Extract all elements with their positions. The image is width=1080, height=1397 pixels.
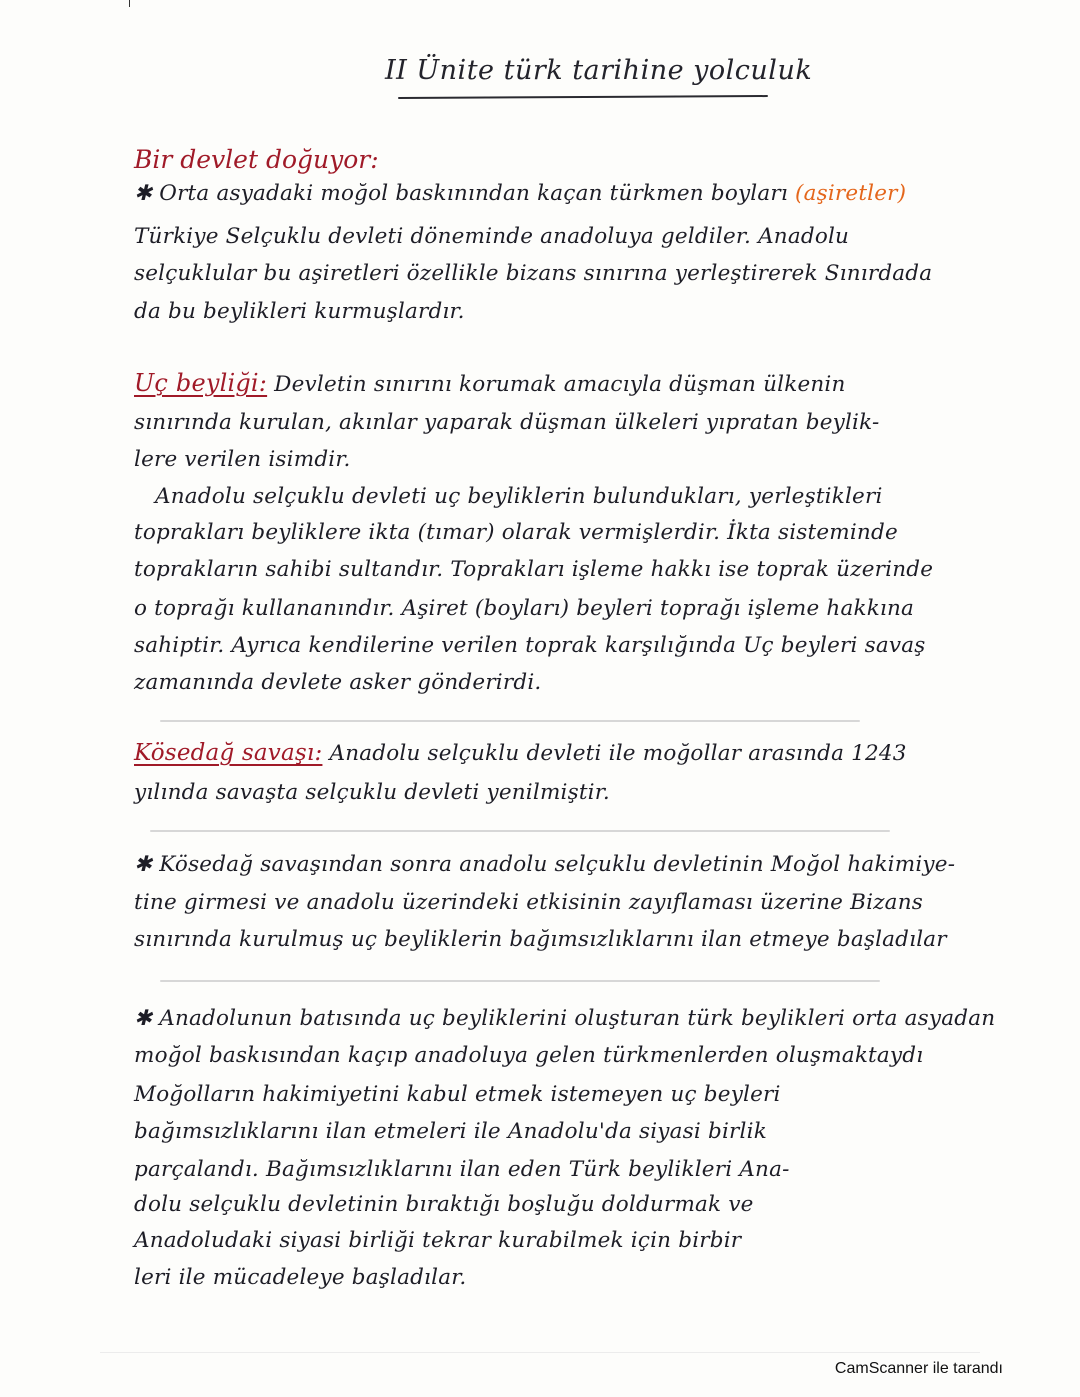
faint-ruled-line [160,980,880,982]
scanner-watermark: CamScanner ile tarandı [834,1360,1003,1377]
note-line: Moğolların hakimiyetini kabul etmek istemeyen uç beyleri [134,1082,781,1107]
note-line: moğol baskısından kaçıp anadoluya gelen türkmenlerden oluşmaktaydı [134,1043,924,1068]
note-line: o toprağı kullananındır. Aşiret (boyları) beyleri toprağı işleme hakkına [134,596,915,621]
note-line: dolu selçuklu devletinin bıraktığı boşluğu doldurmak ve [134,1192,754,1217]
page-title: II Ünite türk tarihine yolculuk [385,55,813,86]
section-heading-uc-beyligi: Uç beyliği: [134,369,268,397]
section-heading-devlet-doguyor: Bir devlet doğuyor: [134,145,379,174]
note-line: bağımsızlıklarını ilan etmeleri ile Anadolu'da siyasi birlik [134,1119,767,1144]
note-line: lere verilen isimdir. [134,447,351,472]
section-heading-kosedag-savasi: Kösedağ savaşı: [134,740,323,766]
note-line: toprakları beyliklere ikta (tımar) olarak vermişlerdir. İkta sisteminde [134,520,898,545]
note-line: ✱ Kösedağ savaşından sonra anadolu selçuklu devletinin Moğol hakimiye- [134,852,956,877]
note-line: Anadolu selçuklu devleti uç beyliklerin bulundukları, yerleştikleri [155,484,883,509]
highlighted-term: (aşiretler) [795,181,907,206]
note-line: sahiptir. Ayrıca kendilerine verilen toprak karşılığında Uç beyleri savaş [134,633,926,658]
note-line: ✱ Anadolunun batısında uç beyliklerini oluşturan türk beylikleri orta asyadan [134,1006,996,1031]
note-line: Türkiye Selçuklu devleti döneminde anadoluya geldiler. Anadolu [134,224,850,249]
bottom-divider [100,1352,980,1353]
note-line: toprakların sahibi sultandır. Toprakları işleme hakkı ise toprak üzerinde [134,557,934,582]
note-line: tine girmesi ve anadolu üzerindeki etkisinin zayıflaması üzerine Bizans [134,890,923,915]
faint-ruled-line [160,720,860,722]
note-line: yılında savaşta selçuklu devleti yenilmiştir. [134,780,610,805]
note-line: da bu beylikleri kurmuşlardır. [134,299,465,324]
note-line-text: Anadolu selçuklu devleti ile moğollar arasında 1243 [329,741,907,766]
faint-ruled-line [150,830,890,832]
note-line: leri ile mücadeleye başladılar. [134,1265,467,1290]
note-line: Anadoludaki siyasi birliği tekrar kurabilmek için birbir [134,1228,742,1253]
scan-edge-mark [129,0,130,7]
note-line: selçuklular bu aşiretleri özellikle bizans sınırına yerleştirerek Sınırdada [134,261,933,286]
note-line: zamanında devlete asker gönderirdi. [134,670,542,695]
note-line: sınırında kurulmuş uç beyliklerin bağımsızlıklarını ilan etmeye başladılar [134,927,947,952]
note-line: sınırında kurulan, akınlar yaparak düşman ülkeleri yıpratan beylik- [134,410,880,435]
note-line-text: ✱ Orta asyadaki moğol baskınından kaçan türkmen boyları [134,181,795,206]
note-line [134,369,846,397]
title-underline [398,95,768,99]
note-line [134,181,906,206]
note-line [134,740,907,766]
note-line-text: Devletin sınırını korumak amacıyla düşman ülkenin [274,372,846,397]
note-line: parçalandı. Bağımsızlıklarını ilan eden Türk beylikleri Ana- [134,1157,790,1182]
